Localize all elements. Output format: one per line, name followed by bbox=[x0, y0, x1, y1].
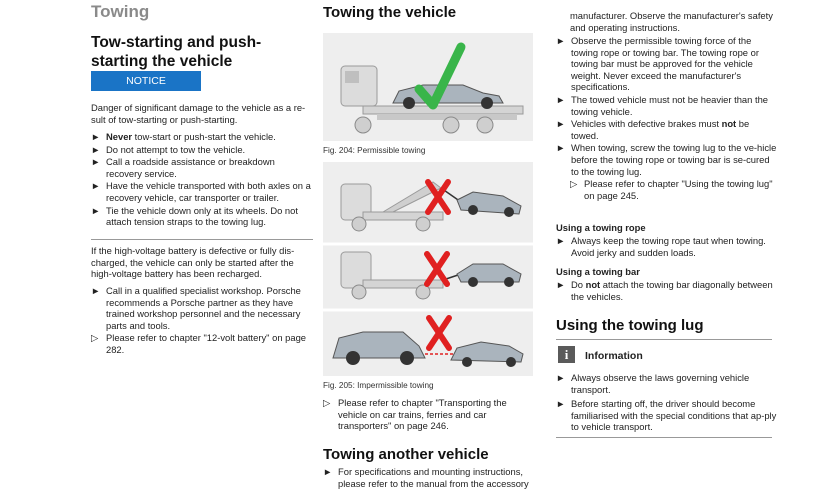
list-item: ► Observe the permissible towing force of the towing rope or towing bar. The towing rope or towing bar must be approved for the vehicle weight. Never exceed the manufacturer's specifications. bbox=[556, 35, 759, 93]
list-item: ► When towing, screw the towing lug to the ve-hicle before the towing rope or towing bar is se-cured to the towing lug. bbox=[556, 142, 777, 177]
list-accessory bbox=[323, 466, 538, 489]
divider bbox=[556, 437, 772, 438]
figure-impermissible-towing bbox=[323, 162, 533, 376]
arrow-bullet-icon: ► bbox=[556, 35, 566, 46]
arrow-bullet-icon: ► bbox=[556, 279, 566, 290]
reference-item: ▷ Please refer to chapter "12-volt battery" on page 282. bbox=[91, 332, 307, 355]
arrow-bullet-icon: ► bbox=[556, 398, 566, 410]
arrow-bullet-icon: ► bbox=[556, 142, 566, 154]
heading-using-lug: Using the towing lug bbox=[556, 317, 704, 334]
arrow-bullet-icon: ► bbox=[556, 235, 566, 246]
triangle-ref-icon: ▷ bbox=[91, 332, 99, 344]
list-item: ► Tie the vehicle down only at its wheels. Do not attach tension straps to the towing lug. bbox=[91, 204, 298, 228]
divider bbox=[556, 339, 772, 340]
section-title: Towing bbox=[91, 2, 150, 21]
arrow-bullet-icon: ► bbox=[91, 143, 101, 155]
list-item: ► The towed vehicle must not be heavier than the towing vehicle. bbox=[556, 93, 768, 117]
list-item: ► Call in a qualified specialist workshop. Porsche recommends a Porsche partner as they have trained workshop personnel and the necessary parts and tools. bbox=[91, 285, 301, 331]
list-rope bbox=[556, 235, 778, 258]
arrow-bullet-icon: ► bbox=[323, 466, 333, 477]
list-fig-ref bbox=[323, 397, 538, 432]
list-item: ► For specifications and mounting instructions, please refer to the manual from the accessory bbox=[323, 466, 529, 489]
list-item: ► Have the vehicle transported with both axles on a recovery vehicle, car transporter or trailer. bbox=[91, 180, 311, 203]
notice-banner: NOTICE bbox=[91, 71, 201, 91]
heading-tow-starting: Tow-starting and push-starting the vehicle bbox=[91, 34, 262, 70]
caption-fig-205: Fig. 205: Impermissible towing bbox=[323, 381, 434, 390]
list-item: ► Always observe the laws governing vehicle transport. bbox=[556, 372, 750, 395]
list-item: ► Vehicles with defective brakes must not be towed. bbox=[556, 118, 750, 141]
caption-fig-204: Fig. 204: Permissible towing bbox=[323, 146, 426, 155]
heading-towing-vehicle: Towing the vehicle bbox=[323, 4, 457, 21]
list-item: ► Always keep the towing rope taut when towing. Avoid jerky and sudden loads. bbox=[556, 235, 766, 258]
list-item: ► Call a roadside assistance or breakdown recovery service. bbox=[91, 156, 275, 179]
arrow-bullet-icon: ► bbox=[556, 372, 566, 383]
divider bbox=[91, 239, 313, 240]
list-info bbox=[556, 372, 778, 433]
list-item: ► Never tow-start or push-start the vehicle. bbox=[91, 131, 276, 142]
list-hv bbox=[91, 285, 313, 356]
list-towing-rules bbox=[556, 35, 778, 201]
arrow-bullet-icon: ► bbox=[556, 118, 566, 130]
subheading-bar: Using a towing bar bbox=[556, 266, 640, 277]
list-item: ► Do not attempt to tow the vehicle. bbox=[91, 143, 246, 155]
info-icon: i bbox=[558, 346, 575, 363]
list-item: ► Before starting off, the driver should become familiarised with the special conditions that ap-ply to vehicle transport. bbox=[556, 398, 777, 433]
list-item: ► Do not attach the towing bar diagonally between the vehicles. bbox=[556, 279, 773, 302]
manufacturer-text: manufacturer. Observe the manufacturer's safety and operating instructions. bbox=[570, 10, 773, 33]
danger-text: Danger of significant damage to the vehicle as a re-sult of tow-starting or push-starting. bbox=[91, 102, 306, 125]
triangle-ref-icon: ▷ bbox=[323, 397, 331, 408]
arrow-bullet-icon: ► bbox=[91, 180, 101, 192]
reference-item: ▷ Please refer to chapter "Using the towing lug" on page 245. bbox=[570, 178, 773, 201]
arrow-bullet-icon: ► bbox=[91, 131, 101, 142]
arrow-bullet-icon: ► bbox=[91, 156, 101, 168]
list-tow-rules bbox=[91, 131, 313, 228]
arrow-bullet-icon: ► bbox=[556, 93, 566, 105]
info-title: Information bbox=[585, 350, 643, 362]
figure-permissible-towing bbox=[323, 33, 533, 141]
arrow-bullet-icon: ► bbox=[91, 285, 101, 296]
heading-towing-another: Towing another vehicle bbox=[323, 446, 489, 463]
triangle-ref-icon: ▷ bbox=[570, 178, 578, 190]
reference-item: ▷ Please refer to chapter "Transporting the vehicle on car trains, ferries and car transporters" on page 246. bbox=[323, 397, 507, 432]
subheading-rope: Using a towing rope bbox=[556, 222, 646, 233]
arrow-bullet-icon: ► bbox=[91, 204, 101, 216]
list-bar bbox=[556, 279, 778, 302]
hv-battery-text: If the high-voltage battery is defective or fully dis-charged, the vehicle can only be started after the high-voltage battery has been recharged. bbox=[91, 245, 295, 280]
